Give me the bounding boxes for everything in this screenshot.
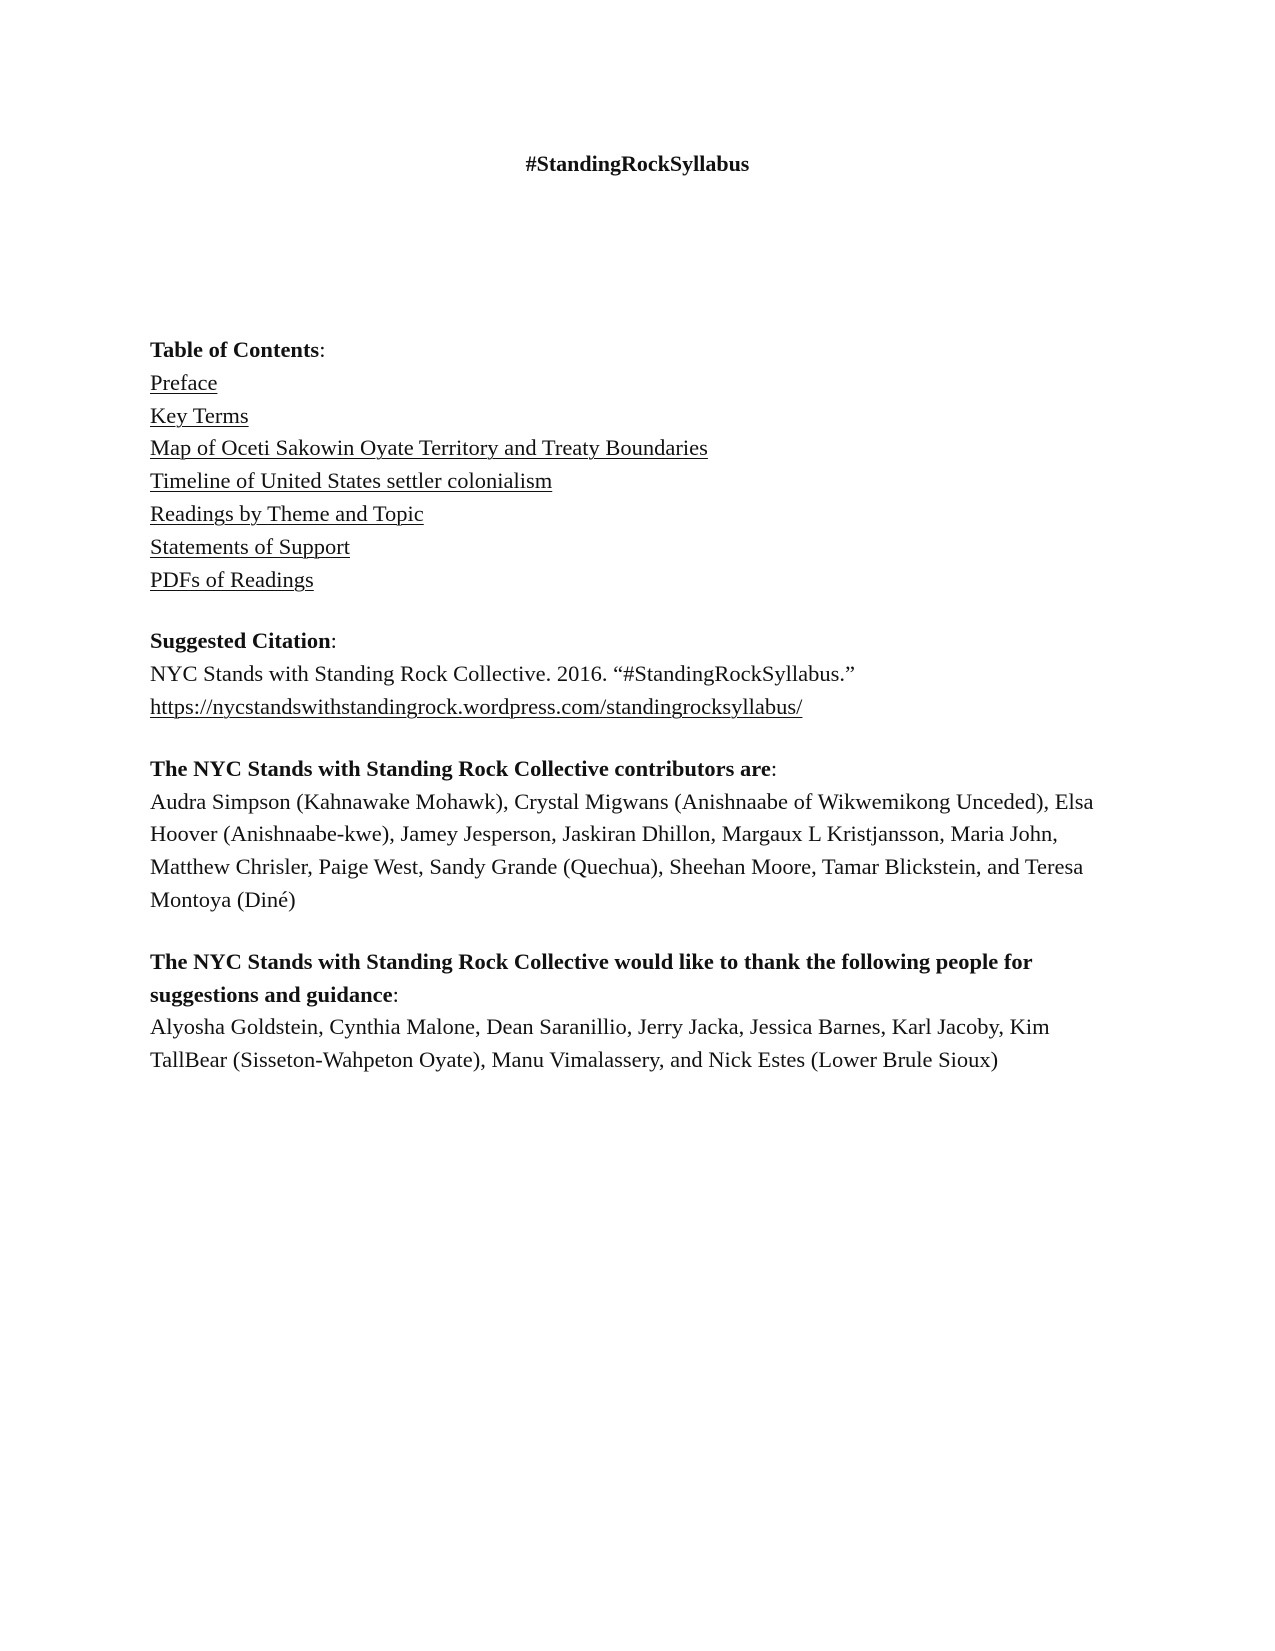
toc-link-readings[interactable]: Readings by Theme and Topic [150, 500, 424, 526]
toc-link-map[interactable]: Map of Oceti Sakowin Oyate Territory and Treaty Boundaries [150, 435, 708, 461]
citation-heading-colon: : [330, 628, 337, 654]
toc-list [150, 367, 1105, 597]
toc-link-statements[interactable]: Statements of Support [150, 533, 350, 559]
toc-item [150, 498, 1105, 531]
section-gap [150, 596, 1105, 625]
toc-heading [150, 334, 1105, 367]
citation-heading [150, 625, 1105, 658]
toc-heading-colon: : [319, 337, 326, 362]
citation-section [150, 625, 1105, 723]
section-gap [150, 917, 1105, 946]
citation-text: NYC Stands with Standing Rock Collective. 2016. “#StandingRockSyllabus.” [150, 661, 855, 687]
thanks-heading [150, 946, 1105, 1012]
document-title: #StandingRockSyllabus [525, 151, 750, 176]
thanks-section [150, 946, 1105, 1077]
thanks-heading-text: The NYC Stands with Standing Rock Collective would like to thank the following people for suggestions and guidance [150, 948, 1033, 1007]
toc-heading-text: Table of Contents [150, 337, 320, 362]
contributors-list: Audra Simpson (Kahnawake Mohawk), Crystal Migwans (Anishnaabe of Wikwemikong Unceded), Elsa Hoover (Anishnaabe-kwe), Jamey Jesperson, Jaskiran Dhillon, Margaux L Kristjansson, Maria John, Matthew Chrisler, Paige West, Sandy Grande (Quechua), Sheehan Moore, Tamar Blickstein, and Teresa Montoya (Diné) [150, 788, 1094, 912]
contributors-heading-text: The NYC Stands with Standing Rock Collective contributors are [150, 755, 771, 781]
contributors-heading-colon: : [770, 755, 778, 781]
toc-item [150, 531, 1105, 564]
contributors-section [150, 753, 1105, 917]
table-of-contents [150, 334, 1105, 596]
toc-item [150, 465, 1105, 498]
toc-link-key-terms[interactable]: Key Terms [150, 402, 249, 428]
toc-item [150, 432, 1105, 465]
thanks-list: Alyosha Goldstein, Cynthia Malone, Dean Saranillio, Jerry Jacka, Jessica Barnes, Karl Jacoby, Kim TallBear (Sisseton-Wahpeton Oyate), Manu Vimalassery, and Nick Estes (Lower Brule Sioux) [150, 1014, 1050, 1073]
toc-item [150, 564, 1105, 597]
citation-url-link[interactable]: https://nycstandswithstandingrock.wordpress.com/standingrocksyllabus/ [150, 693, 803, 719]
toc-link-preface[interactable]: Preface [150, 369, 218, 395]
citation-heading-text: Suggested Citation [150, 628, 331, 654]
document-body [150, 334, 1105, 1077]
section-gap [150, 724, 1105, 753]
thanks-heading-colon: : [392, 981, 399, 1007]
toc-link-pdfs[interactable]: PDFs of Readings [150, 566, 314, 592]
contributors-heading [150, 753, 1105, 786]
toc-item [150, 367, 1105, 400]
toc-link-timeline[interactable]: Timeline of United States settler colonialism [150, 468, 553, 494]
toc-item [150, 400, 1105, 433]
citation-url-line [150, 691, 1105, 724]
